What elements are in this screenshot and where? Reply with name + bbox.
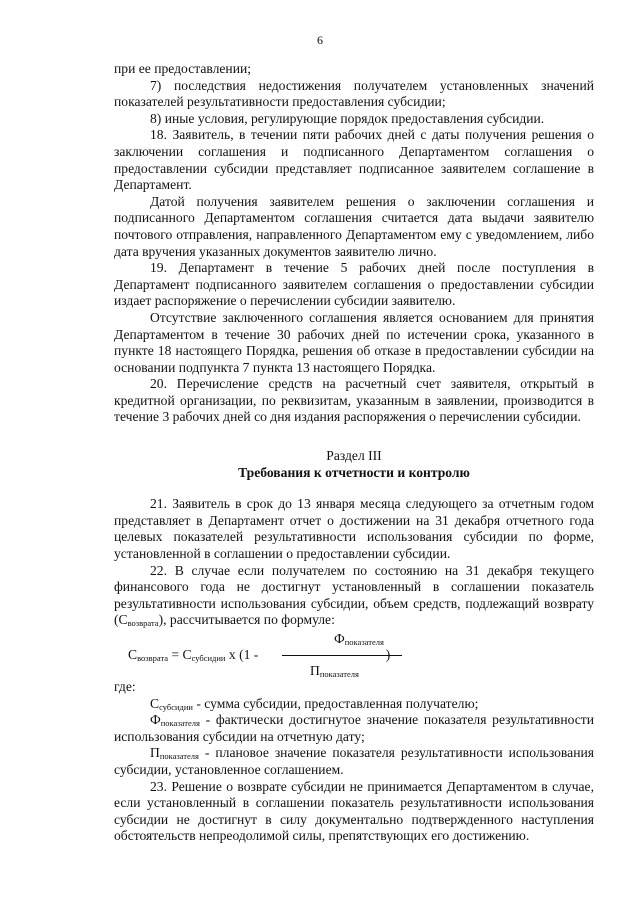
paragraph-23: 23. Решение о возврате субсидии не принимается Департаментом в случае, если установленный в соглашении показатель результативности использования субсидии не достигнут в силу документально подтвержденного наступления обстоятельств непреодолимой силы, препятствующих его достижению. [114,778,594,844]
definition-planned-value: $П_{показателя}$ - плановое значение показателя результативности использования субсидии, установленное соглашением. [114,745,594,777]
paragraph-19: 19. Департамент в течение 5 рабочих дней после поступления в Департамент подписанного заявителем соглашения о предоставлении субсидии издает распоряжение о перечислении субсидии заявителю. [114,260,594,309]
formula-numerator: $Ф_{показателя}$ [334,631,384,647]
formula-denominator: $П_{показателя}$ [310,663,359,679]
document-body [114,61,594,845]
paragraph-20: 20. Перечисление средств на расчетный счет заявителя, открытый в кредитной организации, по реквизитам, указанным в заявлении, производится в течение 3 рабочих дней со дня издания распоряжения о перечислении субсидии. [114,376,594,425]
paragraph-18: 18. Заявитель, в течении пяти рабочих дней с даты получения решения о заключении соглашения и подписанного Департаментом соглашения о предоставлении субсидии представляет подписанное заявителем соглашение в Департамент. [114,127,594,193]
paragraph-19-no-agreement: Отсутствие заключенного соглашения является основанием для принятия Департаментом в течение 30 рабочих дней по истечении срока, указанного в пункте 18 настоящего Порядка, решения об отказе в предоставлении субсидии на основании подпункта 7 пункта 13 настоящего Порядка. [114,309,594,375]
paragraph-item-8: 8) иные условия, регулирующие порядок предоставления субсидии. [150,110,545,126]
section-number: Раздел III [326,448,382,464]
definition-actual-value: $Ф_{показателя}$ - фактически достигнутое значение показателя результативности использования субсидии на отчетную дату; [114,712,594,744]
formula-main-line: $С_{возврата} = С_{субсидии}$ х (1 - ) [128,647,391,663]
section-title: Требования к отчетности и контролю [238,464,470,480]
paragraph-21: 21. Заявитель в срок до 13 января месяца следующего за отчетным годом представляет в Департамент отчет о достижении на 31 декабря отчетного года целевых показателей результативности использования субсидии по форме, установленной в соглашении о предоставлении субсидии. [114,496,594,562]
page-number: 6 [317,33,323,47]
paragraph-18-receipt-date: Датой получения заявителем решения о заключении соглашения и подписанного Департаментом соглашения считается дата выдачи заявителю почтового отправления, направленного Департаментом ему с уведомлением, либо дата вручения указанных документов заявителю лично. [114,193,594,259]
formula-fraction-bar [282,655,402,656]
paragraph-22: 22. В случае если получателем по состоянию на 31 декабря текущего финансового года не достигнут установленный в соглашении показатель результативности использования субсидии, объем средств, подлежащий возврату $(С_{возврата})$, рассчитывается по формуле: [114,562,594,629]
refund-formula [114,631,594,679]
paragraph-item-7: 7) последствия недостижения получателем установленных значений показателей результативности предоставления субсидии; [114,77,594,110]
formula-where: где: [114,679,136,694]
definition-subsidy: $С_{субсидии}$ - сумма субсидии, предоставленная получателю; [150,695,479,712]
paragraph-continuation: при ее предоставлении; [114,61,252,76]
